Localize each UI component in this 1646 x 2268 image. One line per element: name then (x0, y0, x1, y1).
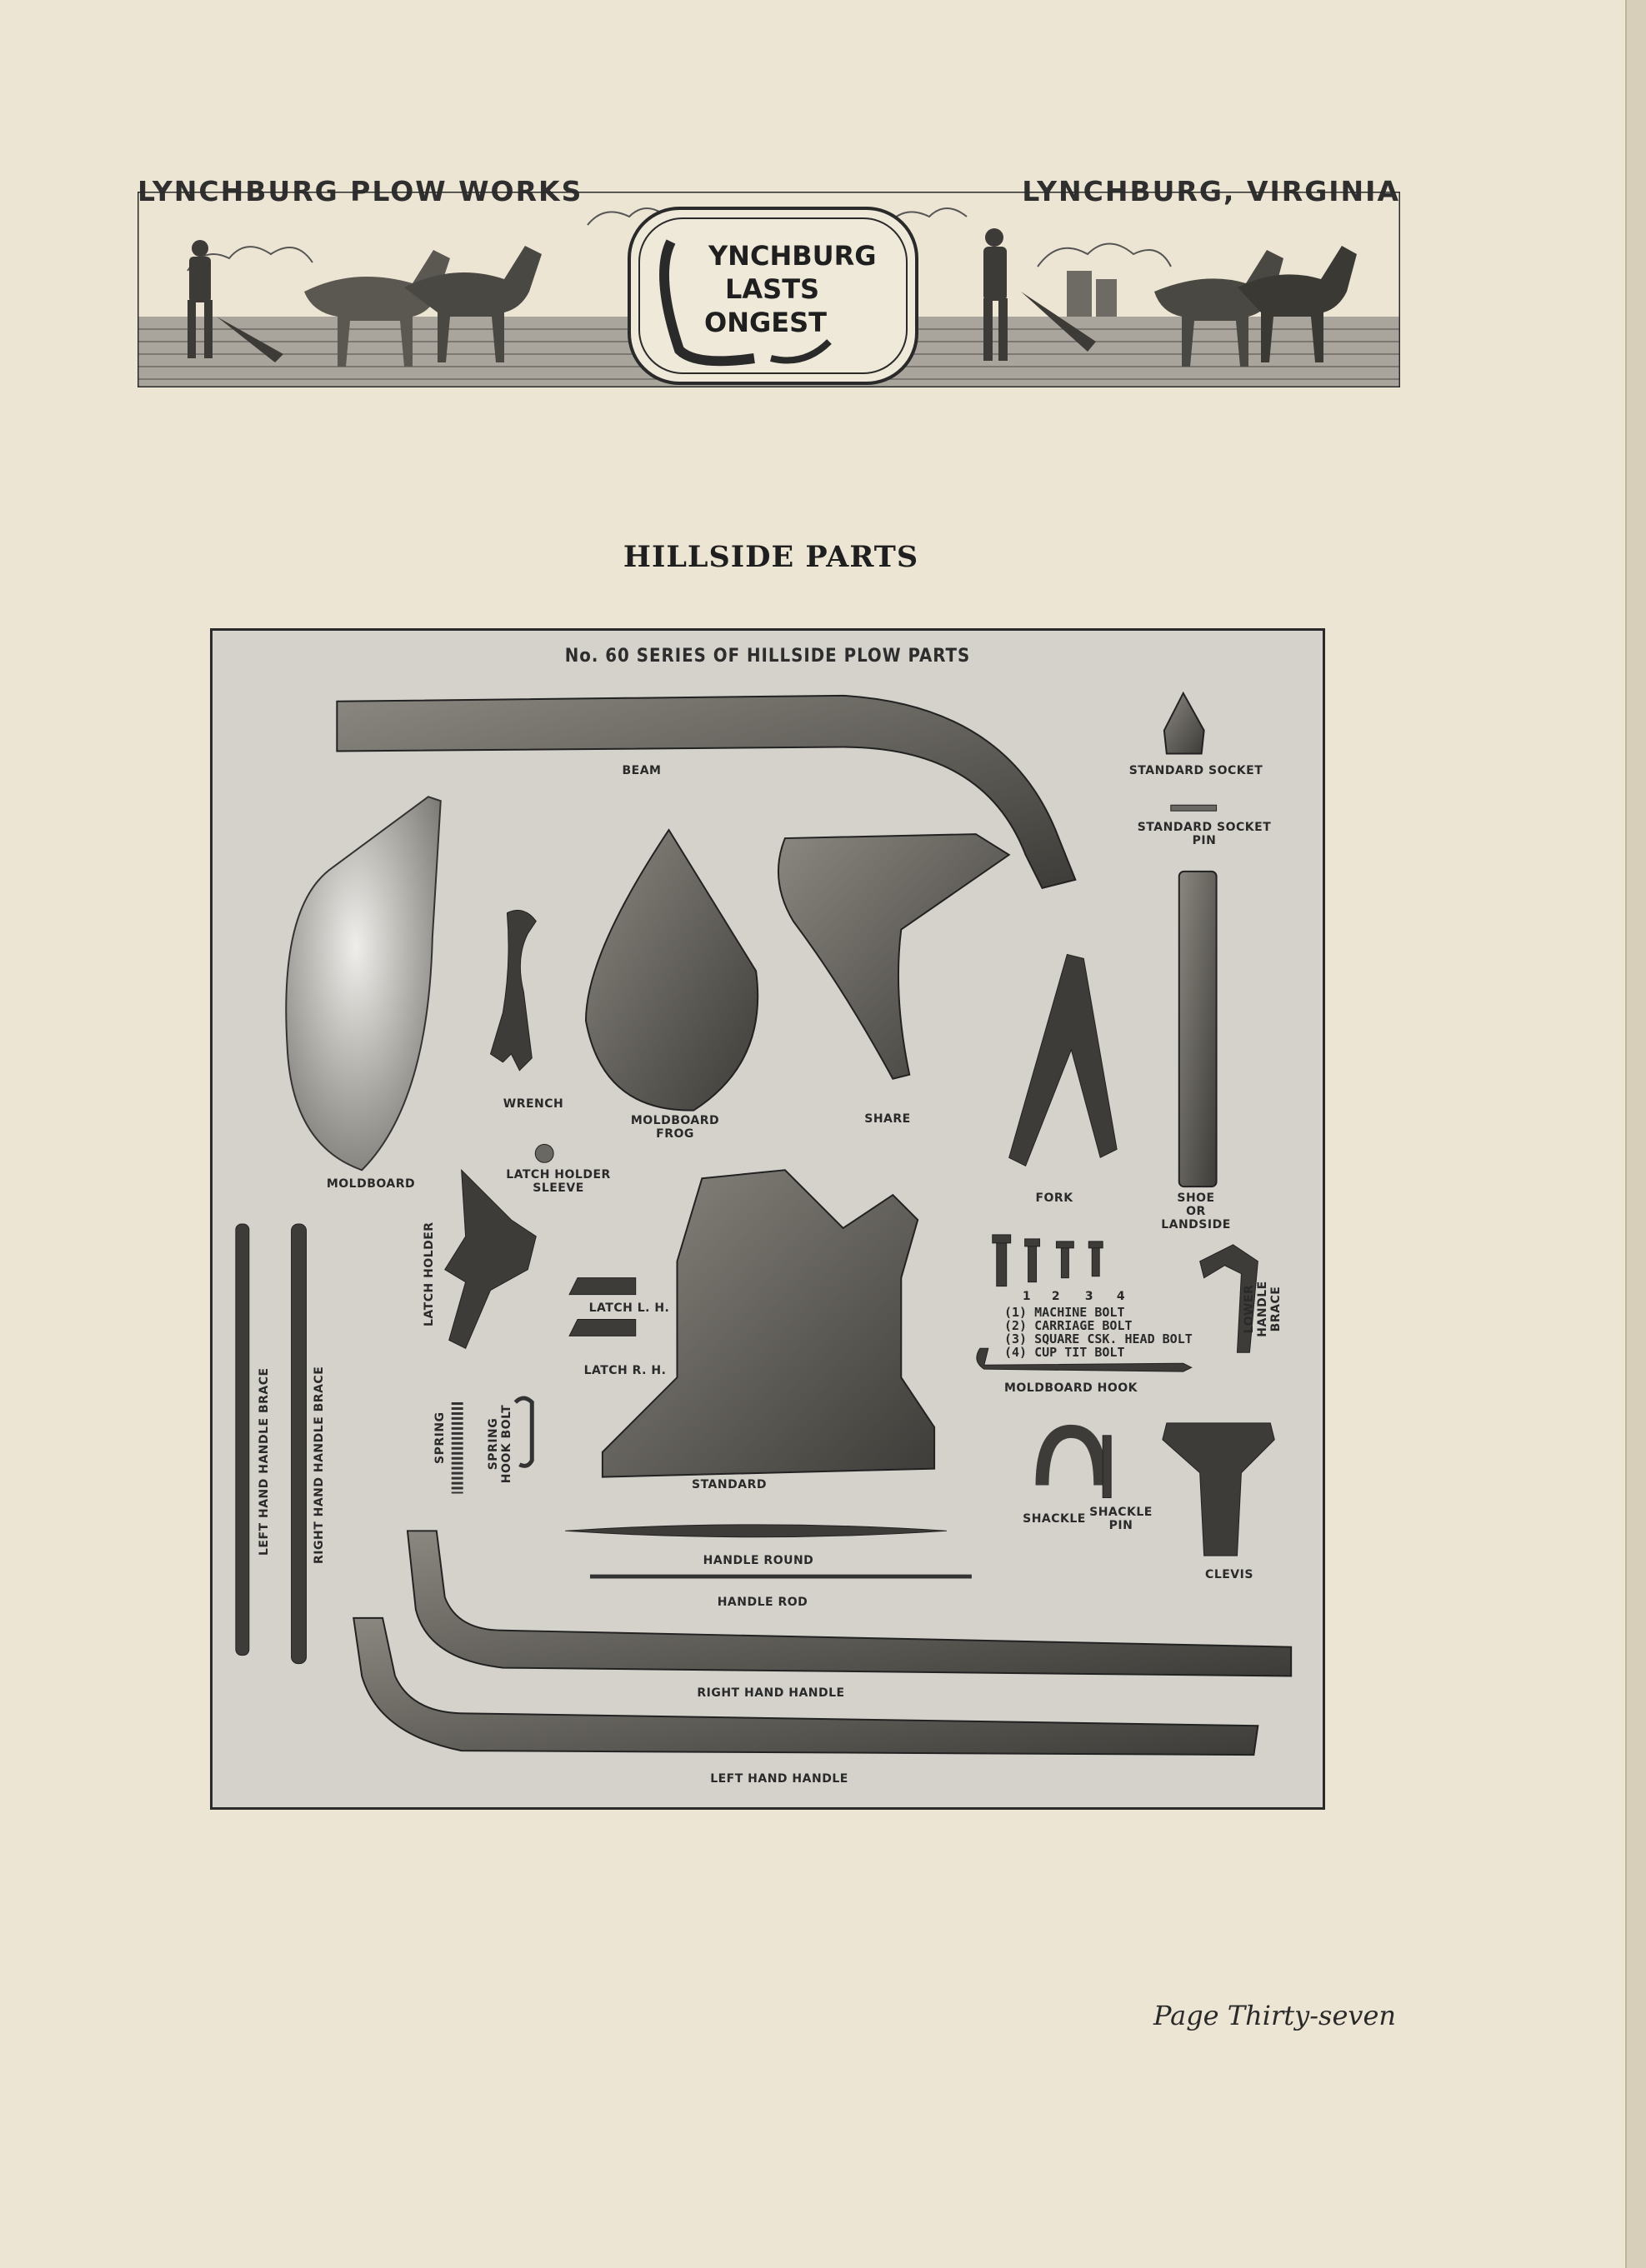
latch-rh-part (569, 1319, 636, 1336)
svg-text:YNCHBURG: YNCHBURG (708, 240, 877, 272)
latch-holder-part (445, 1170, 537, 1348)
bolt-number-3: 3 (1084, 1290, 1094, 1303)
shoe-landside-part (1179, 872, 1217, 1186)
spring-hook-bolt-part (515, 1398, 532, 1466)
page-edge (1625, 0, 1646, 2268)
plowing-scene-illustration (138, 192, 1400, 387)
label-wrench: WRENCH (503, 1097, 564, 1111)
label-standard: STANDARD (692, 1478, 767, 1491)
label-standard-socket: STANDARD SOCKET (1128, 764, 1263, 777)
bolt-number-1: 1 (1022, 1290, 1032, 1303)
clevis-part (1163, 1423, 1274, 1556)
label-moldboard-hook: MOLDBOARD HOOK (1003, 1381, 1138, 1395)
moldboard-frog-part (586, 830, 758, 1111)
plate-title: No. 60 SERIES OF HILLSIDE PLOW PARTS (564, 646, 971, 667)
page-title: HILLSIDE PARTS (623, 540, 919, 574)
bolt-legend-item: (2) CARRIAGE BOLT (1004, 1318, 1133, 1333)
label-share: SHARE (864, 1112, 911, 1126)
bolt-number-4: 4 (1116, 1290, 1126, 1303)
label-lower-handle-brace: LOWER HANDLE BRACE (1243, 1281, 1283, 1337)
label-right-hand-handle: RIGHT HAND HANDLE (697, 1686, 845, 1700)
label-spring: SPRING (433, 1411, 447, 1464)
svg-text:ONGEST: ONGEST (704, 307, 827, 338)
shackle-pin-part (1103, 1436, 1111, 1498)
label-fork: FORK (1035, 1191, 1073, 1205)
label-handle-rod: HANDLE ROD (717, 1596, 808, 1609)
label-handle-round: HANDLE ROUND (703, 1554, 814, 1567)
bolt-number-2: 2 (1051, 1290, 1061, 1303)
header-right-text: LYNCHBURG, VIRGINIA (1022, 175, 1400, 207)
moldboard-part (286, 797, 440, 1170)
label-beam: BEAM (622, 764, 662, 777)
label-latch-rh: LATCH R. H. (583, 1364, 667, 1377)
label-shackle-pin: SHACKLE PIN (1089, 1506, 1153, 1532)
standard-socket-pin-part (1171, 805, 1217, 811)
label-latch-holder-sleeve: LATCH HOLDER SLEEVE (506, 1168, 611, 1195)
share-part (778, 834, 1009, 1079)
label-latch-holder: LATCH HOLDER (423, 1221, 436, 1326)
bolt-legend (1004, 1306, 1193, 1359)
bolt-legend-item: (3) SQUARE CSK. HEAD BOLT (1004, 1331, 1193, 1346)
latch-lh-part (569, 1278, 636, 1295)
label-shoe-or-landside: SHOE OR LANDSIDE (1161, 1191, 1231, 1231)
label-standard-socket-pin: STANDARD SOCKET PIN (1137, 821, 1272, 847)
label-left-hand-handle-brace: LEFT HAND HANDLE BRACE (258, 1367, 271, 1556)
label-left-hand-handle: LEFT HAND HANDLE (710, 1772, 848, 1786)
label-right-hand-handle-brace: RIGHT HAND HANDLE BRACE (313, 1366, 326, 1564)
standard-part (603, 1170, 934, 1476)
bolt-legend-item: (1) MACHINE BOLT (1004, 1305, 1125, 1320)
page-number: Page Thirty-seven (1153, 2000, 1396, 2031)
label-clevis: CLEVIS (1205, 1568, 1253, 1581)
fork-part (1009, 954, 1117, 1166)
right-hand-handle-part (408, 1531, 1291, 1676)
label-moldboard: MOLDBOARD (326, 1177, 416, 1191)
left-hand-handle-brace-part (236, 1224, 249, 1656)
svg-text:LASTS: LASTS (725, 273, 820, 305)
handle-round-part (565, 1525, 947, 1537)
bolts-part (993, 1235, 1103, 1286)
label-spring-hook-bolt: SPRING HOOK BOLT (487, 1404, 513, 1484)
standard-socket-part (1164, 693, 1204, 754)
parts-plate (210, 628, 1325, 1810)
shackle-part (1043, 1431, 1101, 1486)
bolt-legend-item: (4) CUP TIT BOLT (1004, 1345, 1125, 1360)
header-left-text: LYNCHBURG PLOW WORKS (138, 175, 583, 207)
wrench-part (490, 910, 536, 1070)
latch-holder-sleeve-part (535, 1144, 553, 1162)
label-shackle: SHACKLE (1023, 1512, 1086, 1526)
label-moldboard-frog: MOLDBOARD FROG (630, 1114, 720, 1141)
right-hand-handle-brace-part (292, 1224, 307, 1664)
header-banner (138, 167, 1400, 387)
label-latch-lh: LATCH L. H. (588, 1301, 670, 1315)
